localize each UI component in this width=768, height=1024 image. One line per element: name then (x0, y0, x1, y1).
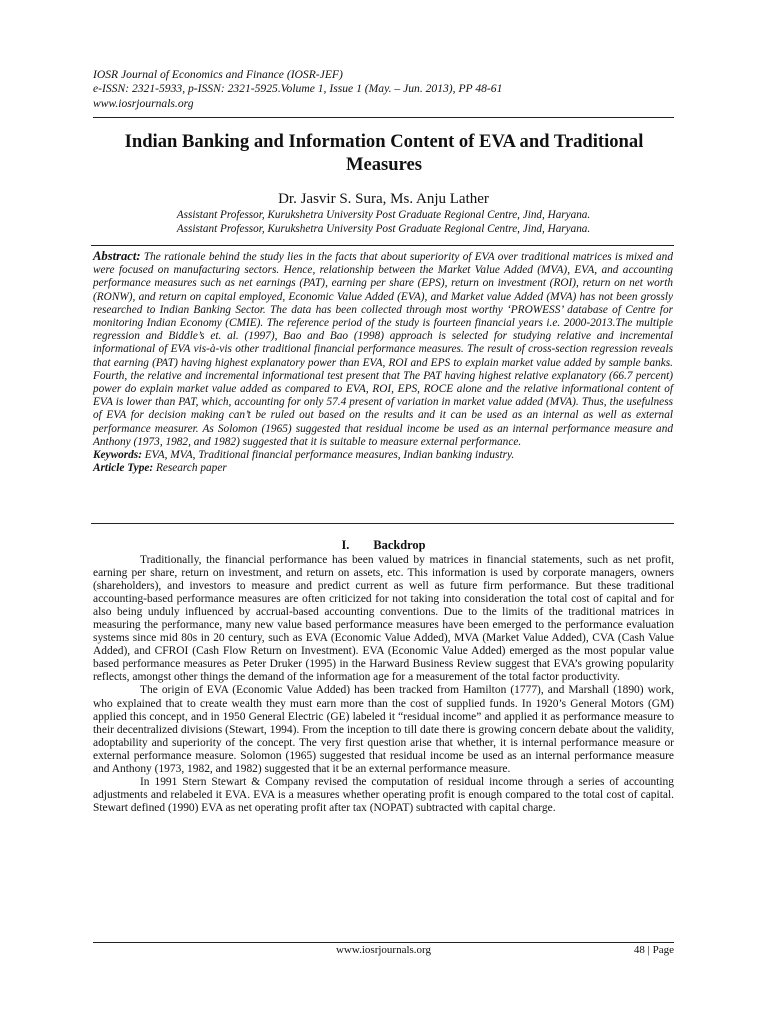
section-title: Backdrop (373, 538, 426, 552)
article-type-line (93, 462, 673, 475)
body-paragraph-2: The origin of EVA (Economic Value Added) has been tracked from Hamilton (1777), and Marshall (1890) work, who explained that to create wealth they must earn more than the cost of supplied funds. In 1920’s General Motors (GM) applied this concept, and in 1950 General Electric (GE) labeled it “residual income” and applied it as performance measure to their decentralized divisions (Stewart, 1994). From the inception to till date there is growing concern debate about the validity, adoptability and superiority of the concept. The very first question arise that whether, it is internal performance measure or external performance measure. Solomon (1965) suggested that residual income be used as an internal performance measure and Anthony (1973, 1982, and 1982) suggested that it be an external performance measure. (93, 684, 674, 775)
paper-title: Indian Banking and Information Content of EVA and Traditional Measures (124, 131, 644, 175)
page-number: 48 | Page (633, 944, 674, 956)
section-heading (93, 538, 674, 553)
abstract-text: The rationale behind the study lies in the facts that about superiority of EVA over traditional matrices is mixed and were focused on manufacturing sectors. Hence, relationship between the Market Value Added (MVA), EVA, and accounting performance measures such as net earnings (PAT), earning per share (EPS), return on investment (ROI), return on net worth (RONW), and return on capital employed, Economic Value Added (EVA), and Market value Added (MVA) has not been grossly researched to Indian Banking Sector. The data has been collected through most worthy ‘PROWESS’ database of Centre for monitoring Indian Economy (CMIE). The reference period of the study is fourteen financial years i.e. 2000-2013.The multiple regression and Biddle’s et. al. (1997), Bao and Bao (1998) approach is selected for studying relative and incremental informational of EVA vis-à-vis other traditional financial performance measures. The result of cross-section regression reveals that earning (PAT) having highest explanatory power than EVA, ROI and EPS to explain market value added by sample banks. Fourth, the relative and incremental informational test present that The PAT having highest relative explanatory (66.7 percent) power do explain market value added as compared to EVA, ROI, EPS, ROCE alone and the relative informational content of EVA is lower than PAT, which, accounting for only 57.4 present of variation in market value added (MVA). Thus, the usefulness of EVA for decision making can’t be ruled out based on the results and it can be used as an internal as well as external performance measurer. As Solomon (1965) suggested that residual income be used as an internal performance measure and Anthony (1973, 1982, and 1982) suggested that it is suitable to measure external performance. (93, 251, 673, 448)
keywords-label: Keywords: (93, 449, 142, 462)
footer-url: www.iosrjournals.org (335, 944, 432, 956)
author-affiliations (93, 208, 674, 236)
abstract-label: Abstract: (93, 249, 141, 263)
journal-site: www.iosrjournals.org (93, 96, 194, 110)
article-type-label: Article Type: (93, 462, 154, 475)
journal-name: IOSR Journal of Economics and Finance (IOSR-JEF) (93, 68, 343, 81)
footer-divider (93, 942, 674, 943)
body-paragraph-1: Traditionally, the financial performance has been valued by matrices in financial statements, such as net profit, earning per share, return on investment, and return on assets, etc. This information is used by corporate managers, owners (shareholders), and investors to measure and predict current as well as future firm performance. But these traditional accounting-based performance measures are often criticized for not taking into consideration the total cost of capital and for also being unduly influenced by accrual-based accounting conventions. Due to the limits of the traditional matrices in measuring the performance, many new value based performance measures have been emerged to the performance evaluation systems since mid 80s in 20 century, such as EVA (Economic Value Added), MVA (Market Value Added), CVA (Cash Value Added), and CFROI (Cash Flow Return on Investment). EVA (Economic Value Added) emerged as the most popular value based performance measures as Peter Druker (1995) in the Harward Business Review suggest that EVA’s growing popularity reflects, amongst other things the demand of the information age for a measurement of the total factor productivity. (93, 554, 674, 684)
paper-authors: Dr. Jasvir S. Sura, Ms. Anju Lather (278, 191, 489, 207)
abstract-block (93, 250, 673, 475)
affiliation-2: Assistant Professor, Kurukshetra University Post Graduate Regional Centre, Jind, Haryana. (176, 223, 591, 236)
abstract-paragraph (93, 250, 673, 449)
body-text (93, 554, 674, 815)
header-divider (93, 117, 674, 118)
issn-line: e-ISSN: 2321-5933, p-ISSN: 2321-5925.Volume 1, Issue 1 (May. – Jun. 2013), PP 48-61 (93, 82, 503, 96)
affiliation-1: Assistant Professor, Kurukshetra University Post Graduate Regional Centre, Jind, Haryana. (176, 209, 591, 221)
body-paragraph-3: In 1991 Stern Stewart & Company revised the computation of residual income through a series of accounting adjustments and relabeled it EVA. EVA is a measures whether operating profit is enough compared to the total cost of capital. Stewart defined (1990) EVA as net operating profit after tax (NOPAT) subtracted with capital charge. (93, 775, 674, 814)
keywords-line (93, 449, 673, 462)
article-type-text: Research paper (155, 462, 227, 475)
section-number: I. (341, 538, 350, 552)
journal-header (93, 68, 683, 111)
keywords-text: EVA, MVA, Traditional financial performance measures, Indian banking industry. (144, 449, 515, 462)
